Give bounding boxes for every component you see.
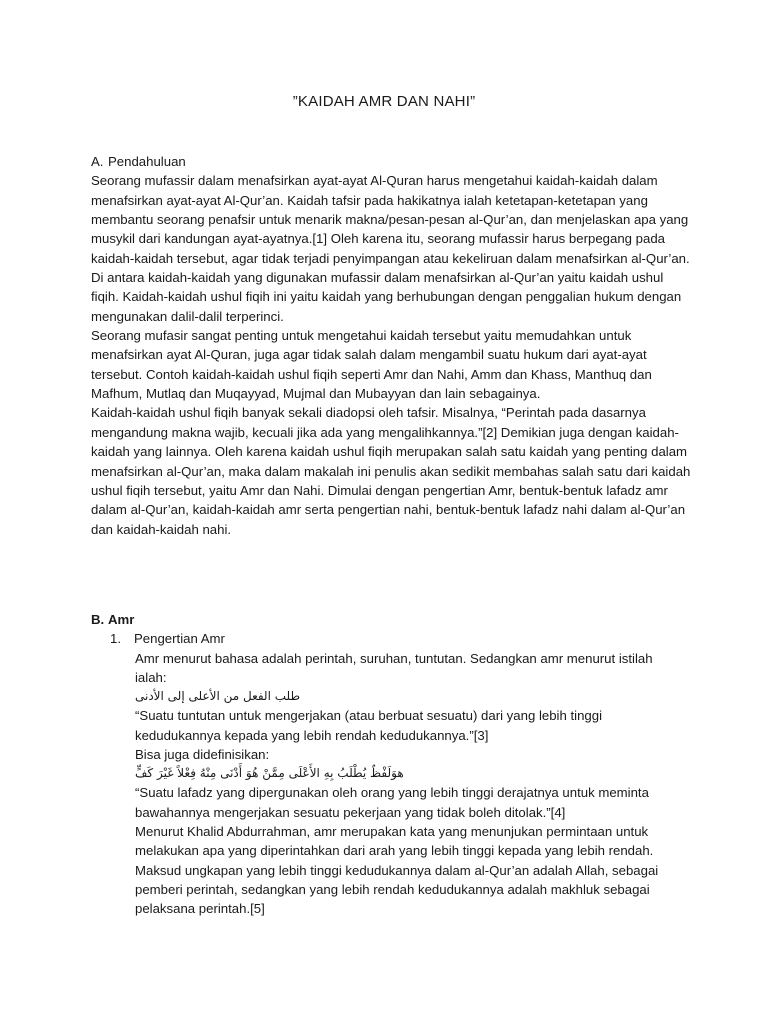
paragraph: “Suatu tuntutan untuk mengerjakan (atau berbuat sesuatu) dari yang lebih tinggi kedudukannya kepada yang lebih rendah kedudukannya.”[3] — [135, 708, 602, 743]
paragraph: Kaidah-kaidah ushul fiqih banyak sekali diadopsi oleh tafsir. Misalnya, “Perintah pada dasarnya mengandung makna wajib, kecuali jika ada yang mengalihkannya.”[2] Demikian juga dengan kaidah-kaidah yang lainnya. Oleh karena kaidah ushul fiqih merupakan salah satu kaidah yang penting dalam menafsirkan al-Qur’an, maka dalam makalah ini penulis akan sedikit membahas salah satu dari kaidah ushul fiqih tersebut, yaitu Amr dan Nahi. Dimulai dengan pengertian Amr, bentuk-bentuk lafadz amr dalam al-Qur’an, kaidah-kaidah amr serta pengertian nahi, bentuk-bentuk lafadz nahi dalam al-Qur’an dan kaidah-kaidah nahi. — [91, 405, 691, 537]
paragraph: Seorang mufassir dalam menafsirkan ayat-ayat Al-Quran harus mengetahui kaidah-kaidah dalam menafsirkan ayat-ayat Al-Qur’an. Kaidah tafsir pada hakikatnya ialah ketetapan-ketetapan yang membantu seorang penafsir untuk menarik makna/pesan-pesan al-Qur’an, dan menjelaskan apa yang musykil dari kandungan ayat-ayatnya.[1] Oleh karena itu, seorang mufassir harus berpegang pada kaidah-kaidah tersebut, agar tidak terjadi penyimpangan atau kekeliruan dalam menafsirkan al-Qur’an. Di antara kaidah-kaidah yang digunakan mufassir dalam menafsirkan al-Qur’an yaitu kaidah ushul fiqih. Kaidah-kaidah ushul fiqih ini yaitu kaidah yang berhubungan dengan penggalian hukum dengan mengunakan dalil-dalil terperinci. — [91, 173, 690, 324]
paragraph: Bisa juga didefinisikan: — [135, 747, 270, 763]
section-title: Amr — [108, 612, 135, 627]
section-pendahuluan — [91, 152, 691, 539]
subsection-heading — [110, 629, 691, 648]
section-heading — [91, 610, 691, 629]
arabic-text: طلب الفعل من الأعلى إلى الأدنى — [135, 689, 301, 704]
section-marker: B. — [91, 612, 105, 627]
arabic-definition — [135, 764, 680, 783]
paragraph: “Suatu lafadz yang dipergunakan oleh orang yang lebih tinggi derajatnya untuk meminta bawahannya mengerjakan sesuatu pekerjaan yang tidak boleh ditolak.”[4] — [135, 785, 649, 820]
section-title: Pendahuluan — [108, 154, 186, 169]
subsection-title: Pengertian Amr — [134, 631, 225, 647]
section-heading — [91, 152, 691, 171]
paragraph: Amr menurut bahasa adalah perintah, suruhan, tuntutan. Sedangkan amr menurut istilah ialah: — [135, 650, 653, 686]
document-title: ”KAIDAH AMR DAN NAHI” — [292, 93, 476, 110]
paragraph: Menurut Khalid Abdurrahman, amr merupakan kata yang menunjukan permintaan untuk melakukan apa yang diperintahkan dari arah yang lebih tinggi kepada yang lebih rendah. Maksud ungkapan yang lebih tinggi kedudukannya dalam al-Qur’an adalah Allah, sebagai pemberi perintah, sedangkan yang lebih rendah kedudukannya adalah makhluk sebagai pelaksana perintah.[5] — [135, 824, 659, 917]
arabic-definition — [135, 687, 680, 706]
section-marker: A. — [91, 154, 104, 169]
section-amr — [91, 610, 691, 919]
subsection-body — [135, 649, 680, 919]
subsection-marker: 1. — [110, 631, 121, 647]
arabic-text: هوَلَفْظٌ يُطْلَبُ بِهِ الأَعْلَى مِمَّنْ هُوَ أَدْنَى مِنْهُ فِعْلاً غَيْرَ كَفٍّ — [135, 766, 404, 781]
paragraph: Seorang mufasir sangat penting untuk mengetahui kaidah tersebut yaitu memudahkan untuk menafsirkan ayat Al-Quran, juga agar tidak salah dalam mengambil suatu hukum dari ayat-ayat tersebut. Contoh kaidah-kaidah ushul fiqih seperti Amr dan Nahi, Amm dan Khass, Manthuq dan Mafhum, Mutlaq dan Muqayyad, Mujmal dan Mubayyan dan lain sebagainya. — [91, 328, 652, 402]
